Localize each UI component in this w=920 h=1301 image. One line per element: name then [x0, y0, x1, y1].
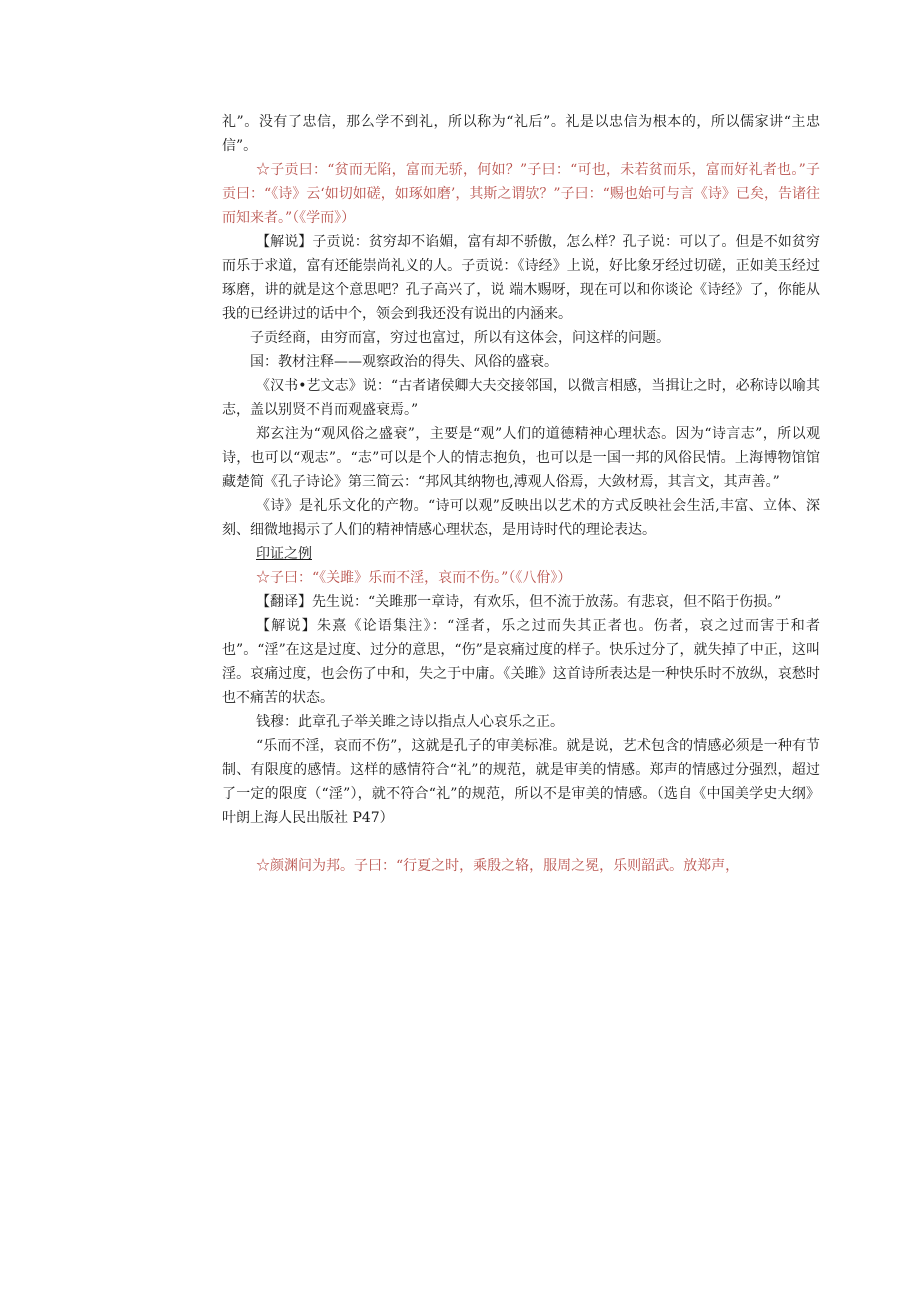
paragraph-aesthetic-standard: “乐而不淫，哀而不伤”，这就是孔子的审美标准。就是说，艺术包含的情感必须是一种有节制、有限度的感情。这样的感情符合“礼”的规范，就是审美的情感。郑声的情感过分强烈，超过了一定的限度（“淫”），就不符合“礼”的规范，所以不是审美的情感。（选自《中国美学史大纲》叶朗上海人民出版社 P47）: [222, 738, 820, 826]
paragraph-zigong-business: 子贡经商，由穷而富，穷过也富过，所以有这体会，问这样的问题。: [250, 330, 670, 346]
explanation-zigong: 【解说】子贡说：贫穷却不谄媚，富有却不骄傲，怎么样？孔子说：可以了。但是不如贫穷而乐于求道，富有还能崇尚礼义的人。子贡说：《诗经》上说，好比象牙经过切磋，正如美玉经过琢磨，讲的就是这个意思吧？孔子高兴了，说 端木赐呀，现在可以和你谈论《诗经》了，你能从我的已经讲过的话中个，领会到我还没有说出的内涵来。: [222, 234, 820, 322]
quote-guanju: ☆子曰：“《关雎》乐而不淫，哀而不伤。”（《八佾》）: [256, 570, 572, 586]
quote-yanyuan: ☆颜渊问为邦。子曰：“行夏之时，乘殷之辂，服周之冕，乐则韶武。放郑声，: [256, 858, 740, 874]
paragraph-shi-ke-yi-guan: 《诗》是礼乐文化的产物。“诗可以观”反映出以艺术的方式反映社会生活,丰富、立体、深刻、细微地揭示了人们的精神情感心理状态，是用诗时代的理论表达。: [222, 498, 820, 538]
paragraph-guan-definition: 国：教材注释——观察政治的得失、风俗的盛衰。: [250, 354, 558, 370]
document-body: [222, 110, 820, 878]
translation-guanju: 【翻译】先生说：“关雎那一章诗，有欢乐，但不流于放荡。有悲哀，但不陷于伤损。”: [256, 594, 782, 610]
paragraph-li-hou: 礼”。没有了忠信，那么学不到礼，所以称为“礼后”。礼是以忠信为根本的，所以儒家讲“主忠信”。: [222, 114, 820, 154]
paragraph-gap: [222, 830, 820, 854]
quote-zigong-pin-fu: ☆子贡曰：“贫而无陷，富而无骄，何如？”子曰：“可也，未若贫而乐，富而好礼者也。”子贡曰：“《诗》云‘如切如磋，如琢如磨’，其斯之谓欤？”子曰：“赐也始可与言《诗》已矣，告诸往而知来者。”（《学而》）: [222, 162, 820, 226]
paragraph-zhengxuan-note: 郑玄注为“观风俗之盛衰”，主要是“观”人们的道德精神心理状态。因为“诗言志”，所以观诗，也可以“观志”。“志”可以是个人的情志抱负，也可以是一国一邦的风俗民情。上海博物馆馆藏楚简《孔子诗论》第三简云：“邦风其纳物也,溥观人俗焉，大敛材焉，其言文，其声善。”: [222, 426, 820, 490]
paragraph-qianmu: 钱穆：此章孔子举关雎之诗以指点人心哀乐之正。: [256, 714, 564, 730]
explanation-zhuxi: 【解说】朱熹《论语集注》：“淫者，乐之过而失其正者也。伤者，哀之过而害于和者也”。“淫”在这是过度、过分的意思，“伤”是哀痛过度的样子。快乐过分了，就失掉了中正，这叫淫。哀痛过度，也会伤了中和，失之于中庸。《关雎》这首诗所表达是一种快乐时不放纵，哀愁时也不痛苦的状态。: [222, 618, 820, 706]
paragraph-hanshu-yiwenzhi: 《汉书•艺文志》说：“古者诸侯卿大夫交接邻国，以微言相感，当揖让之时，必称诗以喻其志，盖以别贤不肖而观盛衰焉。”: [222, 378, 820, 418]
section-heading-examples: 印证之例: [256, 546, 312, 562]
